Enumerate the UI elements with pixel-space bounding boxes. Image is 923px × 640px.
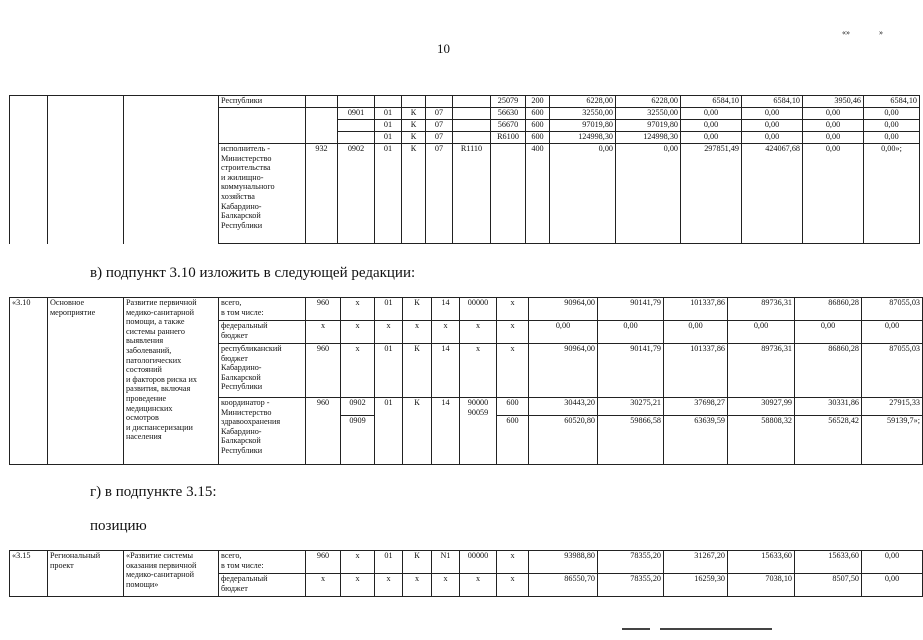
row-number: «3.15: [10, 551, 48, 597]
table-cell: 87055,03: [862, 344, 923, 398]
section-heading-position: позицию: [90, 518, 147, 534]
table-cell: 0,00: [862, 551, 923, 574]
table-cell: 400: [526, 144, 550, 244]
section-heading-g: г) в подпункте 3.15:: [90, 484, 217, 500]
table-cell: 0,00: [616, 144, 681, 244]
table-cell: 6228,00: [550, 96, 616, 108]
table-cell: 0,00: [742, 108, 803, 120]
table-cell: 01: [375, 132, 402, 144]
table-cell: 932: [306, 144, 338, 244]
table-cell: х: [341, 321, 375, 344]
table-cell: 07: [426, 120, 453, 132]
table-cell: 0,00: [728, 321, 795, 344]
table-cell: 600: [526, 132, 550, 144]
table-cell: К: [403, 344, 432, 398]
table-cell: 6228,00: [616, 96, 681, 108]
table-cell: 07: [426, 132, 453, 144]
table-cell: Республики: [219, 96, 306, 108]
table-cell: исполнитель - Министерство строительства и жилищно- коммунального хозяйства Кабардино- Балкарской Республики: [219, 144, 306, 244]
table-cell: 16259,30: [664, 574, 728, 597]
table-cell: 101337,86: [664, 344, 728, 398]
table-cell: 960: [306, 298, 341, 321]
table-cell: 90141,79: [598, 344, 664, 398]
table-cell: 3950,46: [803, 96, 864, 108]
table-cell: 37698,27: [664, 398, 728, 416]
table-cell: К: [403, 298, 432, 321]
table-cell: 0,00: [742, 120, 803, 132]
table-cell: 0,00: [598, 321, 664, 344]
table-cell: х: [497, 574, 529, 597]
event-type: Региональный проект: [48, 551, 124, 597]
table-cell: 01: [375, 144, 402, 244]
table-cell: х: [460, 574, 497, 597]
corner-mark: «»: [842, 28, 850, 37]
page-number: 10: [437, 41, 450, 56]
table-cell: 01: [375, 398, 403, 465]
table-cell: х: [341, 344, 375, 398]
table-cell: 58808,32: [728, 416, 795, 465]
table-cell: 86860,28: [795, 344, 862, 398]
table-cell: R6100: [491, 132, 526, 144]
table-cell: 0902: [341, 398, 375, 416]
table-cell: 90964,00: [529, 298, 598, 321]
table-cell: 25079: [491, 96, 526, 108]
table-cell: 59139,7»;: [862, 416, 923, 465]
table-cell: 89736,31: [728, 344, 795, 398]
table-cell: 56670: [491, 120, 526, 132]
table-cell: х: [306, 574, 341, 597]
table-cell: 424067,68: [742, 144, 803, 244]
event-type: Основное мероприятие: [48, 298, 124, 465]
table-cell: 01: [375, 298, 403, 321]
table-cell: К: [402, 108, 426, 120]
table-cell: 0,00: [529, 321, 598, 344]
table-cell: 01: [375, 551, 403, 574]
table-cell: х: [497, 344, 529, 398]
table-cell: х: [341, 574, 375, 597]
table-cell: 7038,10: [728, 574, 795, 597]
table-cell: 8507,50: [795, 574, 862, 597]
table-cell: 86860,28: [795, 298, 862, 321]
table-cell: х: [341, 298, 375, 321]
table-cell: 960: [306, 551, 341, 574]
budget-table-continuation: [9, 95, 920, 244]
table-row: [10, 298, 923, 321]
table-cell: 0909: [341, 416, 375, 465]
table-cell: К: [402, 120, 426, 132]
table-cell: 30443,20: [529, 398, 598, 416]
table-cell: 15633,60: [795, 551, 862, 574]
table-cell: 32550,00: [616, 108, 681, 120]
table-cell: 0,00: [742, 132, 803, 144]
table-cell: 14: [432, 298, 460, 321]
table-cell: х: [460, 344, 497, 398]
table-cell: 6584,10: [864, 96, 920, 108]
table-cell: 60520,80: [529, 416, 598, 465]
table-cell: 63639,59: [664, 416, 728, 465]
table-cell: всего, в том числе:: [219, 298, 306, 321]
table-cell: 00000: [460, 298, 497, 321]
table-cell: 600: [526, 108, 550, 120]
table-cell: 101337,86: [664, 298, 728, 321]
table-cell: 0,00: [803, 120, 864, 132]
table-cell: К: [402, 132, 426, 144]
table-cell: х: [403, 574, 432, 597]
table-cell: х: [375, 321, 403, 344]
table-cell: 6584,10: [742, 96, 803, 108]
table-cell: 200: [526, 96, 550, 108]
table-cell: 960: [306, 344, 341, 398]
table-cell: 0,00: [864, 120, 920, 132]
table-cell: 0,00: [864, 132, 920, 144]
table-cell: 78355,20: [598, 551, 664, 574]
table-cell: 297851,49: [681, 144, 742, 244]
table-cell: 90964,00: [529, 344, 598, 398]
table-cell: 78355,20: [598, 574, 664, 597]
table-cell: 124998,30: [550, 132, 616, 144]
table-cell: 30927,99: [728, 398, 795, 416]
table-cell: 0,00: [681, 108, 742, 120]
table-cell: 0,00: [550, 144, 616, 244]
table-cell: 6584,10: [681, 96, 742, 108]
event-name: Развитие первичной медико-санитарной помощи, а также системы раннего выявления заболеваний, патологических состояний и факторов риска их развития, включая проведение медицинских осмотров и диспансеризации населения: [124, 298, 219, 465]
corner-mark: »: [879, 28, 883, 37]
table-cell: 600: [497, 416, 529, 465]
table-cell: 0,00: [803, 132, 864, 144]
table-cell: х: [497, 321, 529, 344]
budget-table-3-15: [9, 550, 923, 597]
table-cell: х: [460, 321, 497, 344]
table-cell: 01: [375, 108, 402, 120]
table-cell: 01: [375, 344, 403, 398]
table-cell: 90141,79: [598, 298, 664, 321]
table-cell: 97019,80: [616, 120, 681, 132]
table-cell: 0,00: [862, 321, 923, 344]
table-cell: 14: [432, 344, 460, 398]
table-cell: R1110: [453, 144, 491, 244]
table-cell: 30331,86: [795, 398, 862, 416]
table-cell: 0901: [338, 108, 375, 120]
table-cell: 600: [526, 120, 550, 132]
table-cell: 86550,70: [529, 574, 598, 597]
table-cell: 32550,00: [550, 108, 616, 120]
table-cell: N1: [432, 551, 460, 574]
table-cell: 01: [375, 120, 402, 132]
table-cell: 15633,60: [728, 551, 795, 574]
budget-table-3-10: [9, 297, 923, 465]
table-cell: 93988,80: [529, 551, 598, 574]
table-cell: 600: [497, 398, 529, 416]
table-cell: всего, в том числе:: [219, 551, 306, 574]
row-number: «3.10: [10, 298, 48, 465]
table-cell: х: [432, 321, 460, 344]
table-cell: федеральный бюджет: [219, 574, 306, 597]
table-cell: х: [403, 321, 432, 344]
table-cell: 27915,33: [862, 398, 923, 416]
table-cell: 56630: [491, 108, 526, 120]
cut-off-line: [660, 628, 772, 630]
table-cell: координатор - Министерство здравоохранения Кабардино- Балкарской Республики: [219, 398, 306, 465]
table-cell: 90000 90059: [460, 398, 497, 465]
table-row: [10, 96, 920, 108]
table-cell: 0,00: [795, 321, 862, 344]
table-cell: 0,00: [803, 144, 864, 244]
table-cell: 0,00: [681, 120, 742, 132]
table-cell: 960: [306, 398, 341, 465]
table-cell: х: [341, 551, 375, 574]
table-cell: 0902: [338, 144, 375, 244]
section-heading-v: в) подпункт 3.10 изложить в следующей редакции:: [90, 265, 416, 281]
table-cell: 30275,21: [598, 398, 664, 416]
table-cell: 0,00: [664, 321, 728, 344]
table-cell: х: [306, 321, 341, 344]
table-cell: х: [432, 574, 460, 597]
table-cell: 0,00: [681, 132, 742, 144]
table-cell: 07: [426, 144, 453, 244]
table-cell: К: [402, 144, 426, 244]
cut-off-line: [622, 628, 650, 630]
table-cell: 0,00»;: [864, 144, 920, 244]
table-row: [10, 551, 923, 574]
table-cell: х: [497, 298, 529, 321]
table-cell: х: [375, 574, 403, 597]
table-cell: 0,00: [803, 108, 864, 120]
table-cell: х: [497, 551, 529, 574]
table-cell: К: [403, 398, 432, 465]
table-cell: 56528,42: [795, 416, 862, 465]
table-cell: 14: [432, 398, 460, 465]
table-cell: 97019,80: [550, 120, 616, 132]
table-cell: 124998,30: [616, 132, 681, 144]
table-cell: республиканский бюджет Кабардино- Балкарской Республики: [219, 344, 306, 398]
table-cell: 00000: [460, 551, 497, 574]
table-cell: 0,00: [864, 108, 920, 120]
table-cell: 89736,31: [728, 298, 795, 321]
table-cell: федеральный бюджет: [219, 321, 306, 344]
table-cell: К: [403, 551, 432, 574]
table-cell: 31267,20: [664, 551, 728, 574]
event-name: «Развитие системы оказания первичной медико-санитарной помощи»: [124, 551, 219, 597]
table-cell: 0,00: [862, 574, 923, 597]
table-cell: 59866,58: [598, 416, 664, 465]
table-cell: 87055,03: [862, 298, 923, 321]
table-cell: 07: [426, 108, 453, 120]
